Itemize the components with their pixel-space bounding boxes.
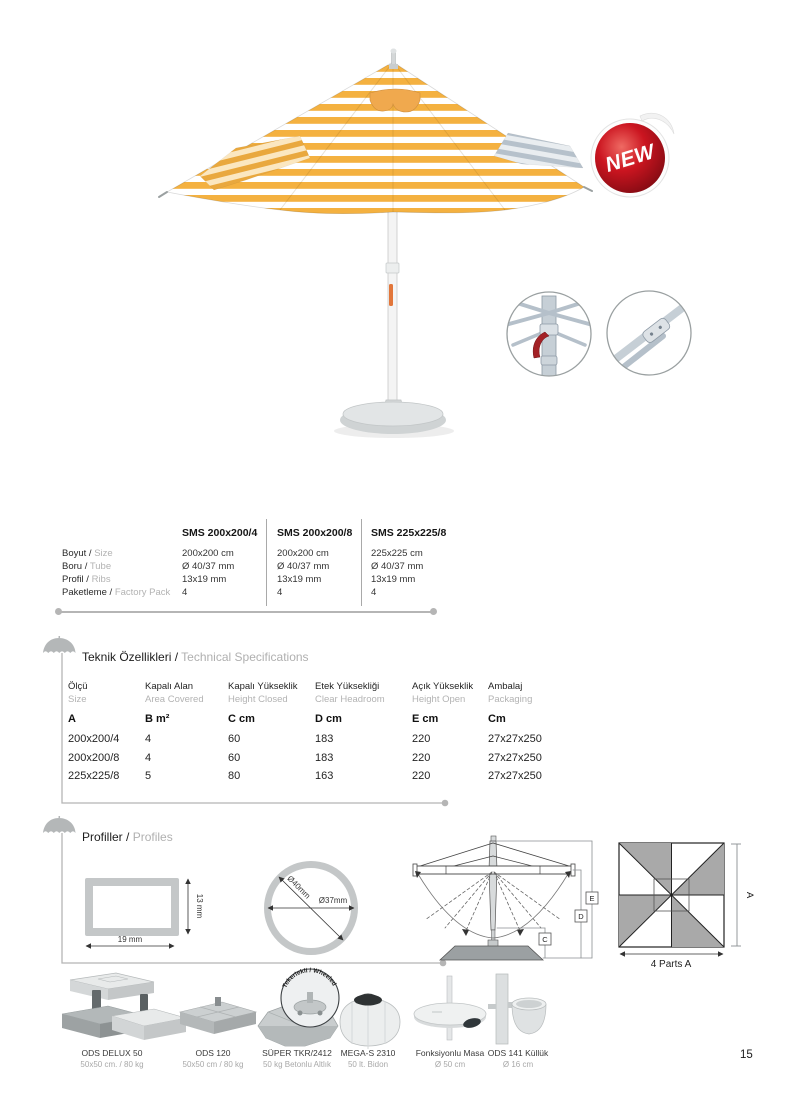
model-row-label <box>62 574 111 585</box>
accessory-spec: 50 kg Betonlu Altlık <box>262 1060 332 1069</box>
label-en: Ribs <box>91 574 111 585</box>
heading-tr: Teknik Özellikleri / <box>82 650 179 664</box>
diagram-pole <box>489 841 497 930</box>
divider-line <box>58 611 434 613</box>
tank-cap <box>354 995 382 1006</box>
model-cell: Ø 40/37 mm <box>277 561 330 572</box>
badge-mini-wheel <box>298 1011 303 1016</box>
model-row-label <box>62 561 111 572</box>
accessory-name: ODS 141 Küllük <box>487 1048 549 1058</box>
spec-cell: 80 <box>228 770 241 782</box>
model-cell: 13x19 mm <box>277 574 322 585</box>
label-tr: Profil / <box>62 574 89 585</box>
spec-col-en: Height Open <box>412 694 466 705</box>
heading-en: Profiles <box>132 830 173 844</box>
spec-cell: 60 <box>228 733 241 745</box>
model-cell: 200x200 cm <box>182 548 234 559</box>
spec-col-en: Clear Headroom <box>315 694 385 705</box>
wheeled-base-lower <box>258 1026 338 1046</box>
model-cell: 4 <box>371 587 377 598</box>
spec-col-en: Size <box>68 694 87 705</box>
arc-arrow <box>517 929 524 936</box>
spec-col-tr: Kapalı Yükseklik <box>228 681 298 692</box>
accessory-image-mega-s-2310 <box>340 994 400 1050</box>
accessory-name: SÜPER TKR/2412 <box>262 1048 332 1058</box>
label-en: Tube <box>89 561 112 572</box>
finial <box>392 52 396 66</box>
finial-ball <box>391 49 397 54</box>
accessory-name: ODS DELUX 50 <box>81 1048 143 1058</box>
profile-tube-drawing <box>268 865 355 952</box>
spec-col-unit: D cm <box>315 713 342 725</box>
dim-label-c: C <box>542 935 548 944</box>
spec-cell: 200x200/8 <box>68 752 120 764</box>
spec-cell: 220 <box>412 752 431 764</box>
model-row-label <box>62 548 113 559</box>
model-cell: 4 <box>182 587 188 598</box>
spec-cell: 220 <box>412 770 431 782</box>
profile-rect-drawing <box>85 878 204 946</box>
spec-cell: 5 <box>145 770 152 782</box>
heading-en: Technical Specifications <box>181 650 309 664</box>
hub-detail-content <box>509 296 589 380</box>
spec-col-tr: Kapalı Alan <box>145 681 194 692</box>
arc-arrow <box>462 929 469 936</box>
tube-inner-label: Ø37mm <box>318 896 348 905</box>
accessory-image-ods-delux-50 <box>62 973 186 1040</box>
rect-profile-inner <box>93 886 171 928</box>
accessory-image-super-tkr-2412 <box>258 967 339 1046</box>
spec-col-tr: Etek Yüksekliği <box>315 681 380 692</box>
rib-tip-left <box>159 192 167 197</box>
topview-caption: 4 Parts A <box>650 959 692 970</box>
spec-col-unit: B m² <box>145 713 170 725</box>
spec-col-tr: Ambalaj <box>488 681 523 692</box>
umbrella-icon <box>43 818 76 833</box>
accessory-name: MEGA-S 2310 <box>340 1048 396 1058</box>
badge-label: NEW <box>602 140 658 177</box>
model-column-header: SMS 200x200/8 <box>277 527 353 539</box>
spec-col-unit: C cm <box>228 713 255 725</box>
spec-cell: 183 <box>315 733 334 745</box>
fabric-strap <box>389 284 393 306</box>
spec-col-unit: Cm <box>488 713 506 725</box>
diagram-base-plate <box>440 946 543 960</box>
model-cell: Ø 40/37 mm <box>182 561 235 572</box>
spec-col-tr: Ölçü <box>68 681 88 692</box>
joint-detail-content <box>609 302 690 369</box>
spec-cell: 200x200/4 <box>68 733 120 745</box>
model-cell: Ø 40/37 mm <box>371 561 424 572</box>
accessory-name: Fonksiyonlu Masa <box>415 1048 485 1058</box>
ashtray-pole <box>496 974 508 1044</box>
hub-collar <box>541 356 557 365</box>
spec-col-tr: Açık Yükseklik <box>412 681 474 692</box>
umbrella-side-diagram <box>413 836 598 960</box>
spec-col-en: Packaging <box>488 694 533 705</box>
spec-cell: 27x27x250 <box>488 752 542 764</box>
profiles-heading <box>82 830 173 844</box>
spec-col-en: Area Covered <box>145 694 204 705</box>
detail-circle-hub <box>507 292 591 380</box>
model-cell: 4 <box>277 587 283 598</box>
section-umbrella-icon-profiles <box>43 816 76 833</box>
model-column-header: SMS 200x200/4 <box>182 527 258 539</box>
label-tr: Paketleme / <box>62 587 113 598</box>
accessory-name: ODS 120 <box>195 1048 231 1058</box>
spec-cell: 60 <box>228 752 241 764</box>
model-row-label <box>62 587 170 598</box>
table-separator <box>266 519 267 606</box>
tech-specs-heading <box>82 650 309 664</box>
diagram-rib <box>493 843 569 866</box>
main-umbrella-illustration <box>159 49 592 439</box>
spec-cell: 27x27x250 <box>488 733 542 745</box>
umbrella-icon <box>43 638 76 653</box>
spec-cell: 225x225/8 <box>68 770 120 782</box>
dim-label-d: D <box>578 912 584 921</box>
page-number: 15 <box>740 1049 753 1061</box>
connector-stub <box>215 997 221 1006</box>
spec-cell: 163 <box>315 770 334 782</box>
table-separator <box>361 519 362 606</box>
accessory-image-ods-141-kulluk <box>488 974 546 1044</box>
model-cell: 200x200 cm <box>277 548 329 559</box>
label-tr: Boru / <box>62 561 88 572</box>
detail-circle-joint <box>607 291 691 375</box>
accessory-spec: 50 lt. Bidon <box>347 1060 389 1069</box>
dim-label-e: E <box>589 894 595 903</box>
spec-cell: 183 <box>315 752 334 764</box>
section-line-dot <box>440 960 447 967</box>
accessory-image-fonksiyonlu-masa <box>414 976 486 1040</box>
label-en: Factory Pack <box>114 587 171 598</box>
umbrella-top-view-diagram <box>619 843 755 970</box>
accessory-spec: Ø 50 cm <box>434 1060 466 1069</box>
badge-mini-stub <box>307 992 313 1003</box>
dim-line-outer-dia <box>279 877 343 940</box>
ashtray-bracket <box>488 1004 496 1009</box>
model-cell: 13x19 mm <box>182 574 227 585</box>
spec-cell: 220 <box>412 733 431 745</box>
section-umbrella-icon-tech <box>43 636 76 653</box>
spec-col-en: Height Closed <box>228 694 288 705</box>
rect-width-label: 19 mm <box>117 935 143 944</box>
diagram-rib <box>417 843 493 867</box>
ashtray-cup-inner <box>516 1000 542 1008</box>
topview-a-label: A <box>744 891 755 899</box>
base-top <box>343 402 443 426</box>
new-badge <box>591 113 674 197</box>
wheeled-badge-text: Tekerlekli / Wheeled <box>281 967 338 990</box>
spec-cell: 27x27x250 <box>488 770 542 782</box>
accessory-spec: Ø 16 cm <box>502 1060 534 1069</box>
pole-collar <box>386 263 399 273</box>
heading-tr: Profiller / <box>82 830 130 844</box>
model-cell: 13x19 mm <box>371 574 416 585</box>
label-tr: Boyut / <box>62 548 92 559</box>
rib-tip-right <box>584 187 592 191</box>
section-line-dot <box>442 800 449 807</box>
rect-height-label: 13 mm <box>195 893 204 919</box>
spec-col-unit: A <box>68 713 76 725</box>
section-line-tech <box>62 653 445 803</box>
model-cell: 225x225 cm <box>371 548 423 559</box>
finial-collar <box>389 64 398 69</box>
badge-mini-wheel <box>318 1011 323 1016</box>
model-column-header: SMS 225x225/8 <box>371 527 447 539</box>
label-en: Size <box>94 548 113 559</box>
spec-cell: 4 <box>145 752 152 764</box>
accessory-image-ods-120 <box>180 997 256 1034</box>
tube-outer-label: Ø40mm <box>285 873 313 901</box>
spec-cell: 4 <box>145 733 152 745</box>
accessory-spec: 50x50 cm / 80 kg <box>182 1060 244 1069</box>
accessory-spec: 50x50 cm. / 80 kg <box>80 1060 144 1069</box>
spec-col-unit: E cm <box>412 713 439 725</box>
